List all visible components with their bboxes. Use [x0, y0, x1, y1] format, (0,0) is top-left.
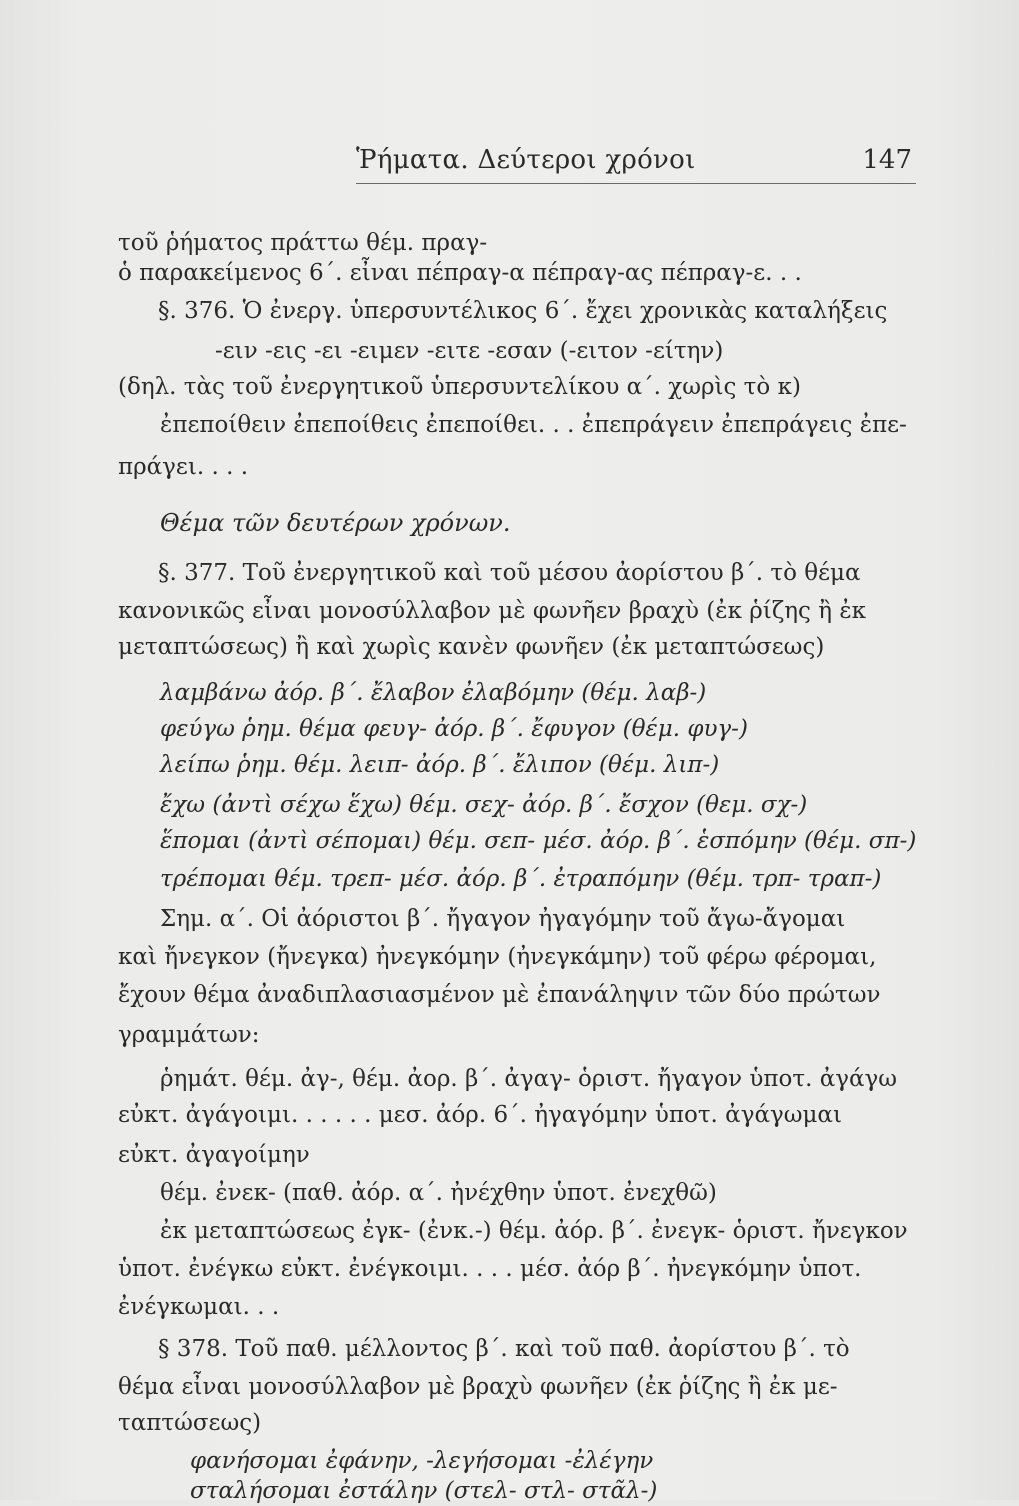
example-line: ῥημάτ. θέμ. ἀγ-, θέμ. ἀορ. β΄. ἀγαγ- ὁριστ. ἤγαγον ὑποτ. ἀγάγω [160, 1066, 898, 1092]
example-line: ἐπεποίθειν ἐπεποίθεις ἐπεποίθει. . . ἐπεπράγειν ἐπεπράγεις ἐπε- [160, 412, 907, 438]
text-line: πράγει. . . . [118, 454, 249, 480]
example-line: λείπω ῥημ. θέμ. λειπ- ἀόρ. β΄. ἔλιπον (θέμ. λιπ-) [160, 752, 720, 778]
example-line: ἐκ μεταπτώσεως ἐγκ- (ἐνκ.-) θέμ. ἀόρ. β΄. ἐνεγκ- ὁριστ. ἤνεγκον [160, 1218, 908, 1244]
example-line: ἕπομαι (ἀντὶ σέπομαι) θέμ. σεπ- μέσ. ἀόρ. β΄. ἑσπόμην (θέμ. σπ-) [160, 828, 917, 854]
example-line: θέμ. ἐνεκ- (παθ. ἀόρ. α΄. ἠνέχθην ὑποτ. ἐνεχθῶ) [160, 1180, 717, 1206]
text-line: μεταπτώσεως) ἢ καὶ χωρὶς κανὲν φωνῆεν (ἐκ μεταπτώσεως) [118, 634, 825, 660]
example-line: ἐνέγκωμαι. . . [118, 1294, 280, 1320]
section-heading: Θέμα τῶν δευτέρων χρόνων. [160, 509, 511, 537]
section-378: § 378. Τοῦ παθ. μέλλοντος β΄. καὶ τοῦ παθ. ἀορίστου β΄. τὸ [158, 1336, 850, 1362]
note-line: Σημ. α΄. Οἱ ἀόριστοι β΄. ἤγαγον ἠγαγόμην τοῦ ἄγω-ἄγομαι [160, 906, 846, 932]
text-line: γραμμάτων: [118, 1022, 260, 1048]
page-header [356, 143, 916, 184]
example-line: φανήσομαι ἐφάνην, -λεγήσομαι -ἐλέγην [190, 1448, 654, 1474]
ending-list: -ειν -εις -ει -ειμεν -ειτε -εσαν (-ειτον -είτην) [215, 338, 724, 364]
example-line: εὐκτ. ἀγαγοίμην [118, 1142, 310, 1168]
text-line: ταπτώσεως) [118, 1410, 262, 1436]
section-377: §. 377. Τοῦ ἐνεργητικοῦ καὶ τοῦ μέσου ἀορίστου β΄. τὸ θέμα [158, 560, 861, 586]
text-line: τοῦ ῥήματος πράττω θέμ. πραγ- [118, 230, 488, 256]
text-line: θέμα εἶναι μονοσύλλαβον μὲ βραχὺ φωνῆεν (ἐκ ῥίζης ἢ ἐκ με- [118, 1374, 838, 1400]
example-line: λαμβάνω ἀόρ. β΄. ἔλαβον ἐλαβόμην (θέμ. λαβ-) [160, 680, 707, 706]
example-line: ὑποτ. ἐνέγκω εὐκτ. ἐνέγκοιμι. . . . μέσ. ἀόρ β΄. ἠνεγκόμην ὑποτ. [118, 1256, 862, 1282]
section-376: §. 376. Ὁ ἐνεργ. ὑπερσυντέλικος 6΄. ἔχει χρονικὰς καταλήξεις [158, 298, 888, 324]
example-line: τρέπομαι θέμ. τρεπ- μέσ. ἀόρ. β΄. ἐτραπόμην (θέμ. τρπ- τραπ-) [160, 866, 882, 892]
example-line: φεύγω ῥημ. θέμα φευγ- ἀόρ. β΄. ἔφυγον (θέμ. φυγ-) [160, 716, 748, 742]
running-title: Ῥήματα. Δεύτεροι χρόνοι [356, 145, 696, 175]
text-line: κανονικῶς εἶναι μονοσύλλαβον μὲ φωνῆεν βραχὺ (ἐκ ῥίζης ἢ ἐκ [118, 598, 867, 624]
text-line: ἔχουν θέμα ἀναδιπλασιασμένον μὲ ἐπανάληψιν τῶν δύο πρώτων [118, 982, 881, 1008]
example-line: σταλήσομαι ἐστάλην (στελ- στλ- στᾶλ-) [190, 1478, 658, 1504]
text-line: καὶ ἤνεγκον (ἤνεγκα) ἠνεγκόμην (ἠνεγκάμην) τοῦ φέρω φέρομαι, [118, 944, 877, 970]
text-line: ὁ παρακείμενος 6΄. εἶναι πέπραγ-α πέπραγ-ας πέπραγ-ε. . . [118, 260, 802, 286]
text-line: (δηλ. τὰς τοῦ ἐνεργητικοῦ ὑπερσυντελίκου α΄. χωρὶς τὸ κ) [118, 374, 801, 400]
example-line: εὐκτ. ἀγάγοιμι. . . . . . μεσ. ἀόρ. 6΄. ἠγαγόμην ὑποτ. ἀγάγωμαι [118, 1102, 842, 1128]
page-number: 147 [862, 145, 912, 175]
example-line: ἔχω (ἀντὶ σέχω ἕχω) θέμ. σεχ- ἀόρ. β΄. ἔσχον (θεμ. σχ-) [160, 792, 808, 818]
